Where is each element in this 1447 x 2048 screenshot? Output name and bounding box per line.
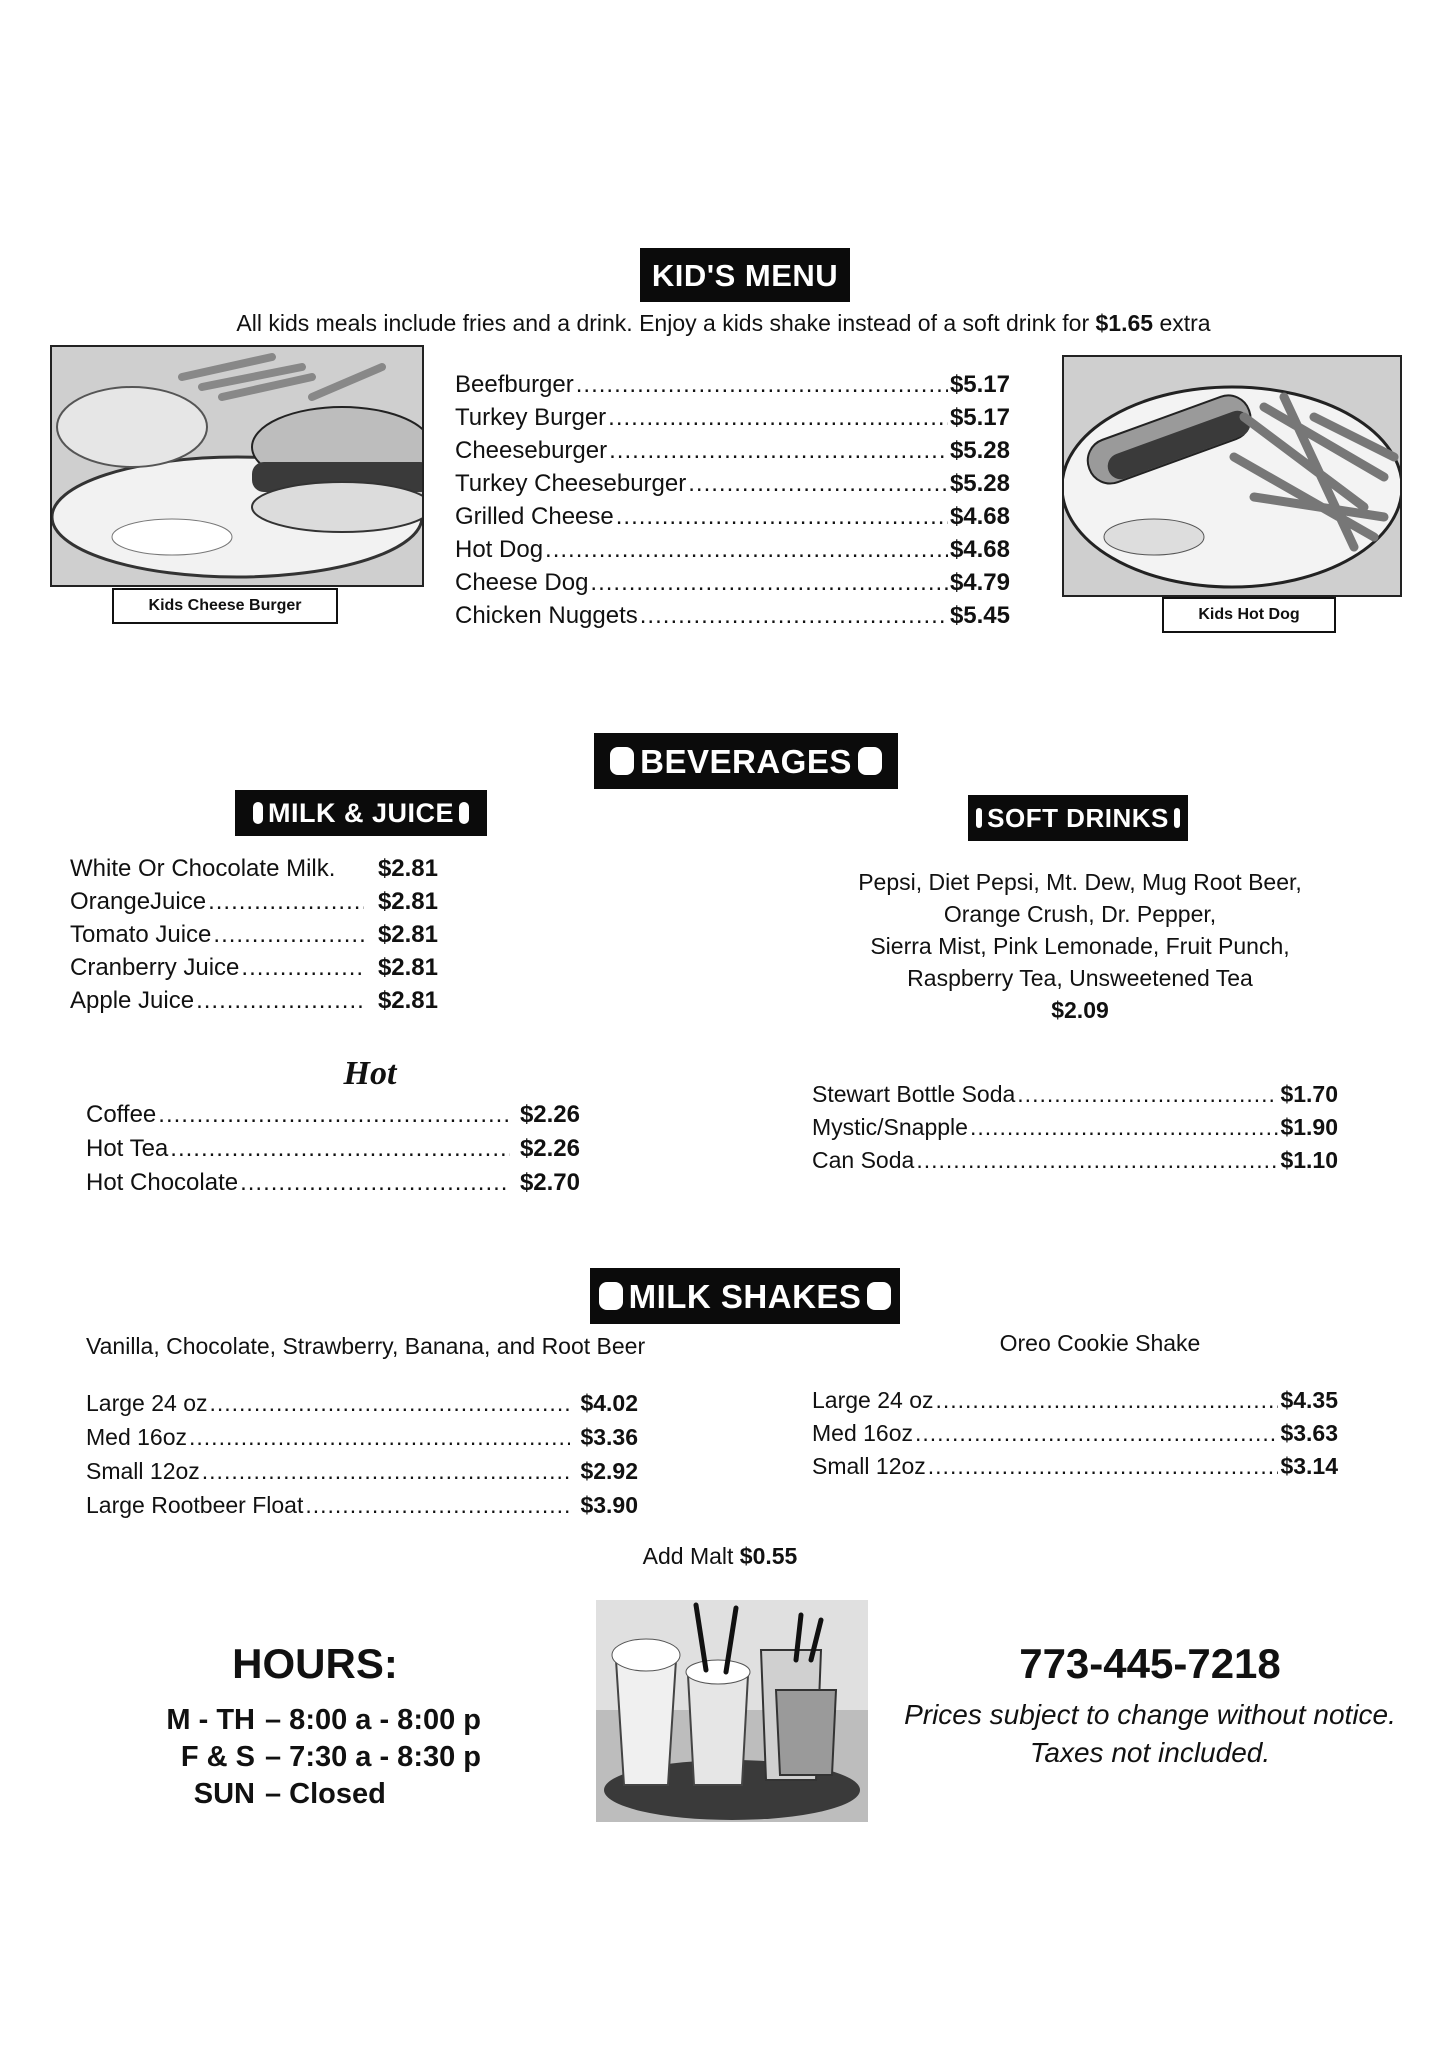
- oreo-shake-item-1: Med 16oz ..... $3.63: [812, 1417, 1338, 1450]
- kids-item-4: Grilled Cheese ..... $4.68: [455, 500, 1010, 533]
- milk-shakes-photo: [596, 1600, 868, 1822]
- milk-juice-list: [70, 852, 438, 1017]
- hot-item-2: Hot Chocolate ..... $2.70: [86, 1166, 580, 1200]
- regular-shake-item-1: Med 16oz ..... $3.36: [86, 1420, 638, 1454]
- price-notice: [880, 1696, 1420, 1772]
- milk-shakes-title: MILK SHAKES: [590, 1268, 900, 1324]
- kids-item-2: Cheeseburger ..... $5.28: [455, 434, 1010, 467]
- shake-flavors: Vanilla, Chocolate, Strawberry, Banana, and Root Beer: [86, 1333, 646, 1359]
- kids-note-suffix: extra: [1159, 310, 1211, 336]
- oreo-shake-item-0: Large 24 oz ..... $4.35: [812, 1384, 1338, 1417]
- milk-juice-title: MILK & JUICE: [235, 790, 487, 836]
- add-malt-price: $0.55: [739, 1543, 798, 1569]
- milk-juice-item-0: White Or Chocolate Milk. $2.81: [70, 855, 438, 882]
- hot-dog-illustration: [1064, 357, 1400, 595]
- hot-drinks-title: Hot: [343, 1055, 397, 1092]
- oreo-shakes-list: [812, 1384, 1338, 1483]
- shakes-illustration: [596, 1600, 868, 1822]
- milk-juice-item-1: OrangeJuice ..... $2.81: [70, 885, 438, 918]
- hours-days-2: SUN: [193, 1778, 255, 1810]
- hours-title: HOURS:: [232, 1640, 398, 1687]
- kids-note-price: $1.65: [1095, 310, 1154, 336]
- hours-time-2: – Closed: [265, 1778, 386, 1810]
- soft-drinks-line-3: Raspberry Tea, Unsweetened Tea: [907, 965, 1253, 991]
- soft-drinks-price: $2.09: [1051, 997, 1109, 1023]
- kids-item-6: Cheese Dog ..... $4.79: [455, 566, 1010, 599]
- hours-row-0: [155, 1702, 515, 1739]
- regular-shake-item-0: Large 24 oz ..... $4.02: [86, 1386, 638, 1420]
- soft-drinks-title: SOFT DRINKS: [968, 795, 1188, 841]
- kids-item-1: Turkey Burger ..... $5.17: [455, 401, 1010, 434]
- kids-menu-note: [150, 310, 1297, 337]
- kids-item-3: Turkey Cheeseburger ..... $5.28: [455, 467, 1010, 500]
- kids-item-5: Hot Dog ..... $4.68: [455, 533, 1010, 566]
- soft-drinks-list: [812, 1078, 1338, 1177]
- soft-item-2: Can Soda ..... $1.10: [812, 1144, 1338, 1177]
- add-malt: [560, 1543, 880, 1570]
- hot-item-0: Coffee ..... $2.26: [86, 1098, 580, 1132]
- hot-drinks-list: [86, 1098, 580, 1200]
- soft-item-0: Stewart Bottle Soda ..... $1.70: [812, 1078, 1338, 1111]
- milk-juice-item-4: Apple Juice ..... $2.81: [70, 984, 438, 1017]
- add-malt-label: Add Malt: [642, 1543, 734, 1569]
- oreo-shake-item-2: Small 12oz ..... $3.14: [812, 1450, 1338, 1483]
- soft-drinks-line-0: Pepsi, Diet Pepsi, Mt. Dew, Mug Root Beer,: [858, 869, 1302, 895]
- hours-row-1: [155, 1739, 515, 1776]
- beverages-title: BEVERAGES: [594, 733, 898, 789]
- regular-shake-item-3: Large Rootbeer Float ..... $3.90: [86, 1488, 638, 1522]
- regular-shakes-list: [86, 1386, 638, 1522]
- hours-row-2: [155, 1776, 515, 1813]
- regular-shake-item-2: Small 12oz ..... $2.92: [86, 1454, 638, 1488]
- hours-days-0: M - TH: [166, 1704, 255, 1736]
- milk-juice-item-3: Cranberry Juice ..... $2.81: [70, 951, 438, 984]
- phone-number: 773-445-7218: [1019, 1640, 1281, 1687]
- kids-hot-dog-photo: [1062, 355, 1402, 597]
- price-notice-line-1: Prices subject to change without notice.: [904, 1699, 1396, 1730]
- kids-item-7: Chicken Nuggets ..... $5.45: [455, 599, 1010, 632]
- kids-hot-dog-caption: Kids Hot Dog: [1162, 597, 1336, 633]
- kids-cheese-burger-caption: Kids Cheese Burger: [112, 588, 338, 624]
- kids-item-0: Beefburger ..... $5.17: [455, 368, 1010, 401]
- soft-drinks-line-1: Orange Crush, Dr. Pepper,: [943, 901, 1217, 927]
- soft-drinks-description: [800, 866, 1360, 1026]
- soft-item-1: Mystic/Snapple ..... $1.90: [812, 1111, 1338, 1144]
- kids-cheese-burger-photo: [50, 345, 424, 587]
- kids-menu-title: KID'S MENU: [640, 248, 850, 302]
- oreo-shake-title: Oreo Cookie Shake: [999, 1330, 1201, 1356]
- burger-illustration: [52, 347, 422, 585]
- kids-menu-list: [455, 368, 1010, 632]
- hours-time-1: – 7:30 a - 8:30 p: [265, 1741, 481, 1773]
- milk-juice-item-2: Tomato Juice ..... $2.81: [70, 918, 438, 951]
- kids-note-text: All kids meals include fries and a drink. Enjoy a kids shake instead of a soft drink for: [236, 310, 1090, 336]
- hot-item-1: Hot Tea ..... $2.26: [86, 1132, 580, 1166]
- soft-drinks-line-2: Sierra Mist, Pink Lemonade, Fruit Punch,: [870, 933, 1290, 959]
- hours-time-0: – 8:00 a - 8:00 p: [265, 1704, 481, 1736]
- hours-days-1: F & S: [180, 1741, 255, 1773]
- price-notice-line-2: Taxes not included.: [1029, 1737, 1271, 1768]
- hours-list: [155, 1702, 515, 1813]
